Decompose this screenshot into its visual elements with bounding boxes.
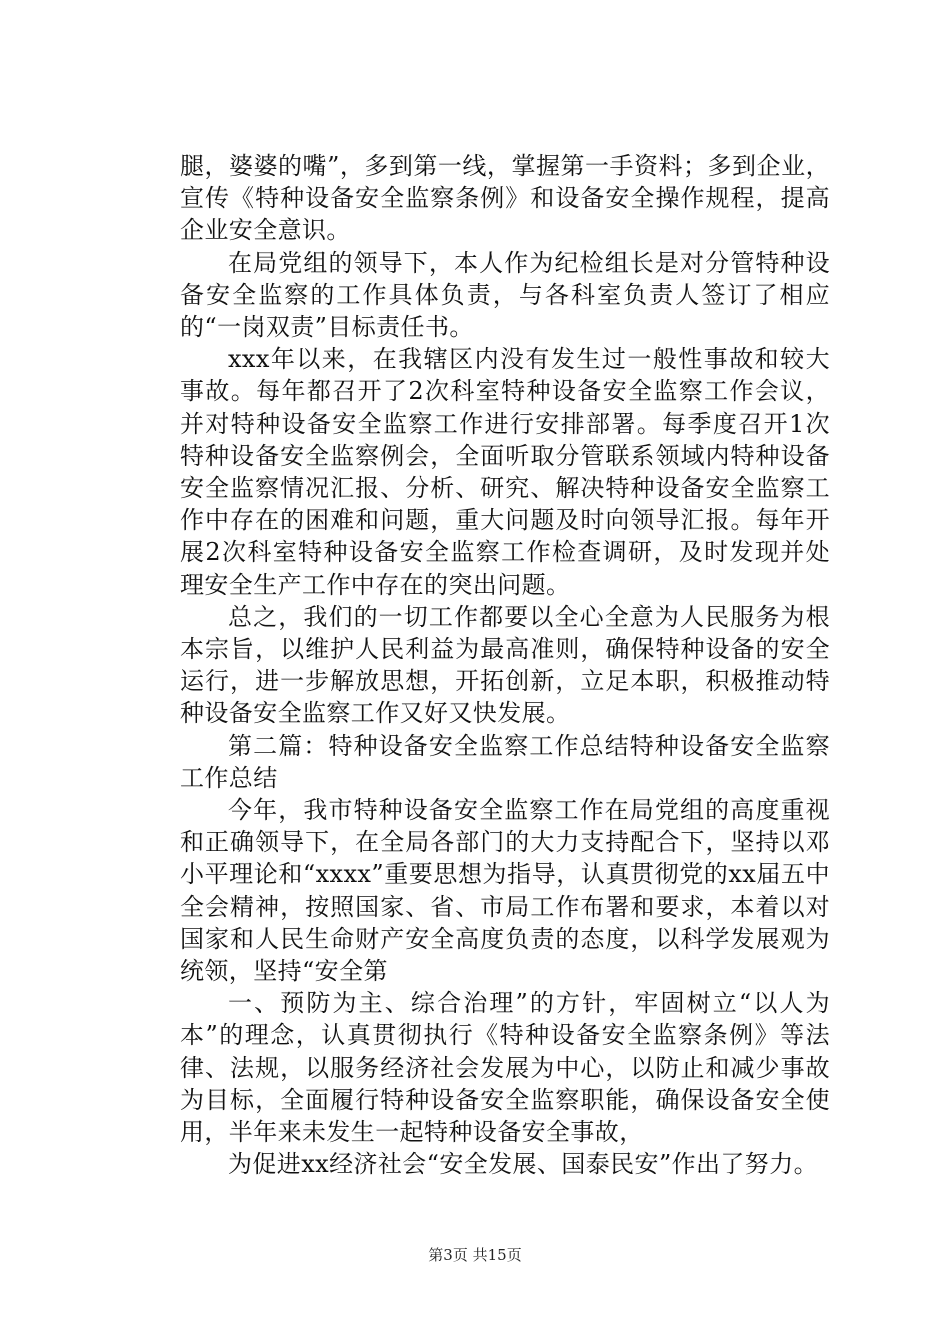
page-number: 第3页 共15页 [428,1246,522,1264]
paragraph-4: 总之，我们的一切工作都要以全心全意为人民服务为根本宗旨，以维护人民利益为最高准则，确保特种设备的安全运行，进一步解放思想，开拓创新，立足本职，积极推动特种设备安全监察工作又好又快发展。 [180,602,830,728]
paragraph-2: 在局党组的领导下，本人作为纪检组长是对分管特种设备安全监察的工作具体负责，与各科室负责人签订了相应的“一岗双责”目标责任书。 [180,248,830,342]
paragraph-8: 为促进xx经济社会“安全发展、国泰民安”作出了努力。 [228,1150,819,1179]
paragraph-1: 腿，婆婆的嘴”，多到第一线，掌握第一手资料；多到企业，宣传《特种设备安全监察条例》和设备安全操作规程，提高企业安全意识。 [180,152,830,245]
paragraph-6: 今年，我市特种设备安全监察工作在局党组的高度重视和正确领导下，在全局各部门的大力支持配合下，坚持以邓小平理论和“xxxx”重要思想为指导，认真贯彻党的xx届五中全会精神，按照国家、省、市局工作布署和要求，本着以对国家和人民生命财产安全高度负责的态度，以科学发展观为统领，坚持“安全第 [180,796,830,986]
paragraph-7: 一、预防为主、综合治理”的方针，牢固树立“以人为本”的理念，认真贯彻执行《特种设备安全监察条例》等法律、法规，以服务经济社会发展为中心，以防止和减少事故为目标，全面履行特种设备安全监察职能，确保设备安全使用，半年来未发生一起特种设备安全事故， [180,989,830,1147]
document-body [180,150,830,1181]
paragraph-3: xxx年以来，在我辖区内没有发生过一般性事故和较大事故。每年都召开了2次科室特种设备安全监察工作会议，并对特种设备安全监察工作进行安排部署。每季度召开1次特种设备安全监察例会，全面听取分管联系领域内特种设备安全监察情况汇报、分析、研究、解决特种设备安全监察工作中存在的困难和问题，重大问题及时向领导汇报。每年开展2次科室特种设备安全监察工作检查调研，及时发现并处理安全生产工作中存在的突出问题。 [180,345,830,599]
section-heading: 第二篇：特种设备安全监察工作总结特种设备安全监察工作总结 [180,731,830,792]
